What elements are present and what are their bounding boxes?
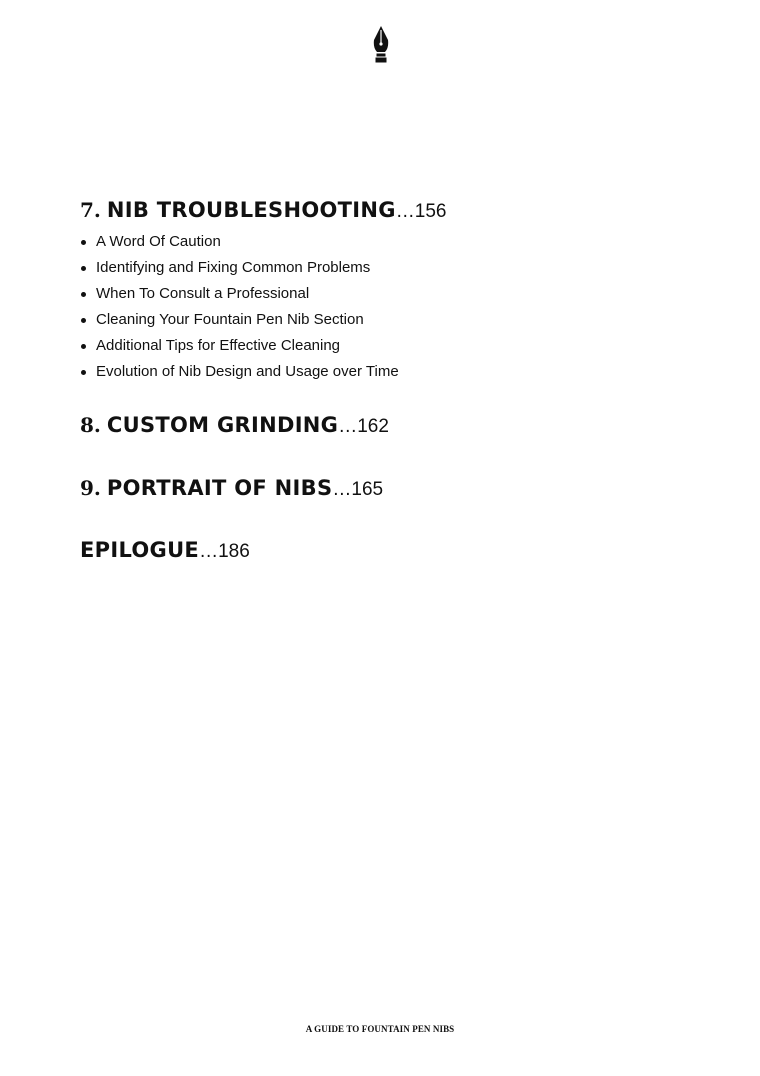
list-item[interactable]: Evolution of Nib Design and Usage over Time (80, 359, 447, 385)
leader-ellipsis: … (395, 201, 415, 222)
chapter-number: 9. (80, 476, 101, 500)
chapter-title: NIB TROUBLESHOOTING (106, 198, 396, 222)
chapter-7-heading[interactable] (80, 198, 447, 223)
chapter-9-heading[interactable] (80, 476, 383, 501)
list-item[interactable]: Identifying and Fixing Common Problems (80, 255, 447, 281)
chapter-title: EPILOGUE (80, 538, 200, 562)
subsection-list (80, 229, 447, 385)
chapter-7 (80, 198, 447, 385)
leader-ellipsis: … (332, 479, 352, 500)
epilogue-heading[interactable] (80, 538, 250, 563)
chapter-number: 8. (80, 413, 101, 437)
page-number: 165 (351, 479, 384, 500)
list-item[interactable]: Additional Tips for Effective Cleaning (80, 333, 447, 359)
list-item[interactable]: When To Consult a Professional (80, 281, 447, 307)
chapter-8-heading[interactable] (80, 413, 389, 438)
chapter-title: CUSTOM GRINDING (106, 413, 339, 437)
chapter-8 (80, 413, 389, 438)
leader-ellipsis: … (338, 416, 358, 437)
leader-ellipsis: … (199, 541, 219, 562)
page-footer: A GUIDE TO FOUNTAIN PEN NIBS (305, 1024, 455, 1034)
fountain-pen-nib-icon (370, 26, 392, 66)
page-number: 156 (414, 201, 447, 222)
list-item[interactable]: A Word Of Caution (80, 229, 447, 255)
chapter-title: PORTRAIT OF NIBS (106, 476, 333, 500)
chapter-number: 7. (80, 198, 101, 222)
epilogue (80, 538, 250, 563)
chapter-9 (80, 476, 383, 501)
page-number: 186 (218, 541, 250, 562)
page-number: 162 (357, 416, 389, 437)
list-item[interactable]: Cleaning Your Fountain Pen Nib Section (80, 307, 447, 333)
